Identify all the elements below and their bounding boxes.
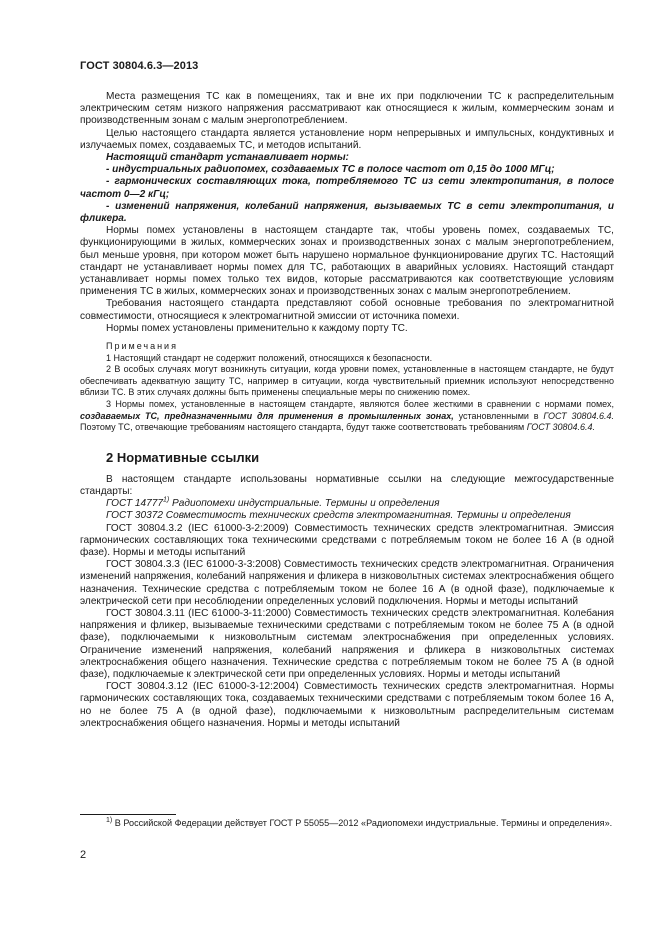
norm-item-harmonics: - гармонических составляющих тока, потребляемого ТС из сети электропитания, в полосе частот 0—2 кГц; (80, 176, 614, 200)
reference-gost-14777 (80, 498, 614, 510)
footnote-divider (80, 814, 176, 815)
reference-gost-30804-3-11: ГОСТ 30804.3.11 (IEC 61000-3-11:2000) Совместимость технических средств электромагнитная. Колебания напряжения и фликер, вызываемые техническими средствами с потребляемым током не более 75 А (в одной фазе), подключаемыми к низковольтным системам электроснабжения при определенных условиях. Ограничение изменений напряжения, колебаний напряжения и фликера в низковольтных системах электроснабжения общего назначения. Технические средства с потребляемым током не более 75 А (в одной фазе), подключаемые к электрической сети при определенных условиях. Нормы и методы испытаний (80, 608, 614, 681)
norms-lead-in: Настоящий стандарт устанавливает нормы: (106, 152, 349, 164)
note-3-emphasis: создаваемых ТС, предназначенными для применения в промышленных зонах, (80, 410, 454, 421)
notes-title: Примечания (106, 341, 178, 352)
norm-item-radio-interference: - индустриальных радиопомех, создаваемых ТС в полосе частот от 0,15 до 1000 МГц; (106, 164, 555, 176)
note-1: 1 Настоящий стандарт не содержит положений, относящихся к безопасности. (106, 352, 433, 363)
section-2-heading: 2 Нормативные ссылки (106, 449, 260, 465)
intro-paragraph-1: Места размещения ТС как в помещениях, так и вне их при подключении ТС к распределительным электрическим сетям низкого напряжения рассматривают как относящиеся к жилым, коммерческим зонам и производственным зонам с малым энергопотреблением. (80, 91, 614, 127)
note-3-part-a: 3 Нормы помех, установленные в настоящем стандарте, являются более жесткими в сравнении с нормами помех, (106, 399, 614, 410)
intro-paragraph-2: Целью настоящего стандарта является установление норм непрерывных и импульсных, кондуктивных и излучаемых помех, создаваемых ТС, и методов испытаний. (80, 127, 614, 151)
reference-gost-14777-title: Радиопомехи индустриальные. Термины и определения (169, 498, 440, 510)
intro-paragraph-9: Нормы помех установлены применительно к каждому порту ТС. (106, 322, 408, 334)
reference-gost-30372: ГОСТ 30372 Совместимость технических средств электромагнитная. Термины и определения (106, 510, 571, 522)
intro-paragraph-7: Нормы помех установлены в настоящем стандарте так, чтобы уровень помех, создаваемых ТС, функционирующими в жилых, коммерческих зонах и производственных зонах с малым энергопотреблением, был меньше уровня, при котором может быть нарушено нормальное функционирование других ТС. Настоящий стандарт не устанавливает нормы помех для ТС, работающих в аварийных условиях. Настоящий стандарт устанавливает нормы помех только тех видов, которые рассматриваются как соответствующие условиям применения ТС в жилых, коммерческих зонах и производственных зонах с малым энергопотреблением. (80, 225, 614, 298)
reference-gost-30804-3-3: ГОСТ 30804.3.3 (IEC 61000-3-3:2008) Совместимость технических средств электромагнитная. Ограничения изменений напряжения, колебаний напряжения и фликера в низковольтных системах электроснабжения общего назначения. Технические средства с потребляемым током не более 16 А (в одной фазе), подключаемые к электрической сети при несоблюдении определенных условий подключения. Нормы и методы испытаний (80, 559, 614, 607)
note-3-ref-2: ГОСТ 30804.6.4. (526, 422, 596, 433)
document-header: ГОСТ 30804.6.3—2013 (80, 60, 199, 72)
norm-item-voltage-flicker: - изменений напряжения, колебаний напряжения, вызываемых ТС в сети электропитания, и фликера. (80, 200, 614, 225)
note-3-ref-1: ГОСТ 30804.6.4. (543, 410, 614, 421)
footnote-mark: 1) (106, 816, 113, 824)
footnote-text: В Российской Федерации действует ГОСТ Р 55055—2012 «Радиопомехи индустриальные. Термины и определения». (112, 818, 613, 828)
footnote (80, 818, 614, 830)
note-3 (80, 399, 614, 434)
note-3-part-e: Поэтому ТС, отвечающие требованиям настоящего стандарта, будут также соответствовать требованиям (80, 422, 527, 433)
intro-paragraph-8: Требования настоящего стандарта представляют собой основные требования по электромагнитной совместимости, относящиеся к электромагнитной эмиссии от источника помехи. (80, 298, 614, 322)
page-content (80, 91, 614, 730)
section-2-intro: В настоящем стандарте использованы нормативные ссылки на следующие межгосударственные стандарты: (80, 473, 614, 498)
page-number: 2 (80, 849, 87, 861)
note-2: 2 В особых случаях могут возникнуть ситуации, когда уровни помех, установленные в настоящем стандарте, не будут обеспечивать адекватную защиту ТС, например в ситуации, когда чувствительный приемник используют непосредственно вблизи ТС. В этих случаях должны быть применены специальные меры по снижению помех. (80, 364, 614, 398)
reference-gost-30804-3-12: ГОСТ 30804.3.12 (IEC 61000-3-12:2004) Совместимость технических средств электромагнитная. Нормы гармонических составляющих тока, создаваемых техническими средствами с потребляемым током более 16 А, но не более 75 А (в одной фазе), подключаемыми к низковольтным распределительным системам электроснабжения общего назначения. Нормы и методы испытаний (80, 681, 614, 729)
reference-gost-30804-3-2: ГОСТ 30804.3.2 (IEC 61000-3-2:2009) Совместимость технических средств электромагнитная. Эмиссия гармонических составляющих тока техническими средствами с потребляемым током не более 16 А (в одной фазе). Нормы и методы испытаний (80, 522, 614, 559)
note-3-part-c: установленными в (453, 410, 544, 421)
notes-block (80, 341, 614, 434)
reference-gost-14777-code: ГОСТ 14777 (106, 498, 163, 510)
footnote-marker: 1) (163, 496, 170, 504)
